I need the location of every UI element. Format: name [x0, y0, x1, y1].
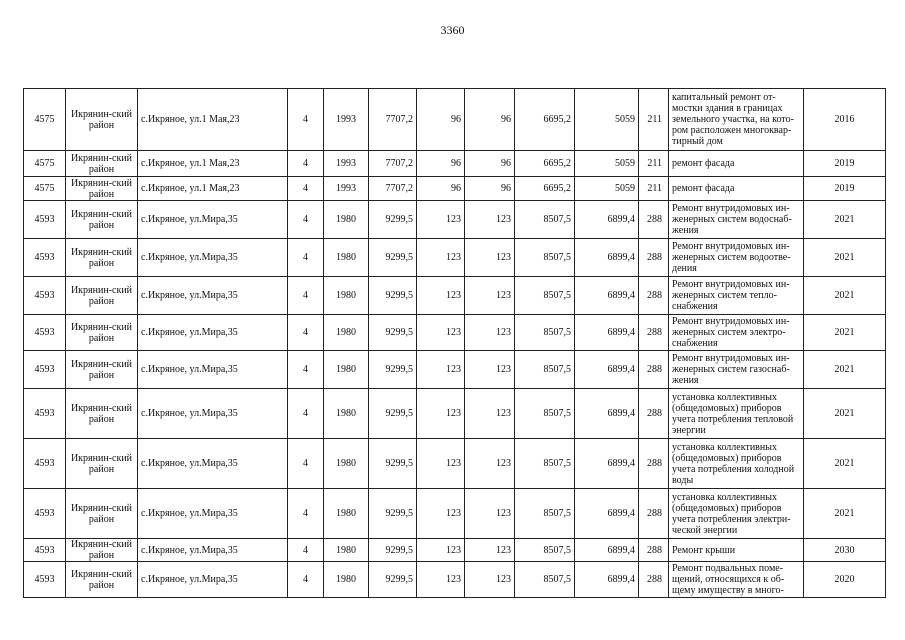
- count-cell: 123: [465, 277, 515, 315]
- build-year-cell: 1980: [324, 351, 369, 389]
- count-cell: 123: [465, 439, 515, 489]
- address-cell: с.Икряное, ул.1 Мая,23: [138, 151, 288, 177]
- address-cell: с.Икряное, ул.Мира,35: [138, 277, 288, 315]
- work-type-cell: ремонт фасада: [669, 151, 804, 177]
- area-living-cell: 8507,5: [515, 562, 575, 598]
- house-id-cell: 4575: [24, 89, 66, 151]
- floors-cell: 4: [288, 389, 324, 439]
- floors-cell: 4: [288, 315, 324, 351]
- address-cell: с.Икряное, ул.Мира,35: [138, 239, 288, 277]
- residents-cell: 288: [639, 539, 669, 562]
- table-row: [24, 89, 886, 151]
- work-type-cell: Ремонт внутридомовых ин-женерных систем водоснаб-жения: [669, 201, 804, 239]
- count-cell: 123: [417, 277, 465, 315]
- table-row: [24, 351, 886, 389]
- count-cell: 123: [465, 239, 515, 277]
- house-id-cell: 4593: [24, 201, 66, 239]
- area-living-cell: 8507,5: [515, 439, 575, 489]
- count-cell: 96: [417, 177, 465, 201]
- plan-year-cell: 2021: [804, 439, 886, 489]
- residents-cell: 288: [639, 315, 669, 351]
- build-year-cell: 1980: [324, 439, 369, 489]
- total-area-cell: 9299,5: [369, 539, 417, 562]
- work-type-cell: Ремонт внутридомовых ин-женерных систем электро-снабжения: [669, 315, 804, 351]
- area-living-cell: 6695,2: [515, 89, 575, 151]
- plan-year-cell: 2021: [804, 351, 886, 389]
- floors-cell: 4: [288, 151, 324, 177]
- count-cell: 123: [417, 489, 465, 539]
- table-row: [24, 562, 886, 598]
- address-cell: с.Икряное, ул.Мира,35: [138, 315, 288, 351]
- build-year-cell: 1980: [324, 201, 369, 239]
- area-residential-cell: 6899,4: [575, 562, 639, 598]
- area-residential-cell: 5059: [575, 89, 639, 151]
- build-year-cell: 1993: [324, 151, 369, 177]
- total-area-cell: 9299,5: [369, 489, 417, 539]
- build-year-cell: 1980: [324, 539, 369, 562]
- floors-cell: 4: [288, 351, 324, 389]
- area-residential-cell: 6899,4: [575, 239, 639, 277]
- build-year-cell: 1980: [324, 489, 369, 539]
- plan-year-cell: 2021: [804, 239, 886, 277]
- area-residential-cell: 5059: [575, 151, 639, 177]
- count-cell: 96: [465, 151, 515, 177]
- count-cell: 123: [465, 201, 515, 239]
- table-row: [24, 277, 886, 315]
- build-year-cell: 1980: [324, 389, 369, 439]
- work-type-cell: Ремонт внутридомовых ин-женерных систем тепло-снабжения: [669, 277, 804, 315]
- count-cell: 123: [465, 539, 515, 562]
- area-living-cell: 8507,5: [515, 389, 575, 439]
- area-residential-cell: 6899,4: [575, 201, 639, 239]
- floors-cell: 4: [288, 489, 324, 539]
- district-cell: Икрянин-ский район: [66, 201, 138, 239]
- house-id-cell: 4593: [24, 439, 66, 489]
- area-living-cell: 8507,5: [515, 351, 575, 389]
- district-cell: Икрянин-ский район: [66, 277, 138, 315]
- floors-cell: 4: [288, 89, 324, 151]
- build-year-cell: 1993: [324, 177, 369, 201]
- residents-cell: 288: [639, 239, 669, 277]
- area-living-cell: 6695,2: [515, 151, 575, 177]
- work-type-cell: установка коллективных (общедомовых) приборов учета потребления тепловой энергии: [669, 389, 804, 439]
- total-area-cell: 9299,5: [369, 562, 417, 598]
- district-cell: Икрянин-ский район: [66, 151, 138, 177]
- floors-cell: 4: [288, 239, 324, 277]
- count-cell: 123: [417, 389, 465, 439]
- total-area-cell: 7707,2: [369, 89, 417, 151]
- address-cell: с.Икряное, ул.Мира,35: [138, 539, 288, 562]
- address-cell: с.Икряное, ул.Мира,35: [138, 439, 288, 489]
- address-cell: с.Икряное, ул.1 Мая,23: [138, 177, 288, 201]
- house-id-cell: 4593: [24, 351, 66, 389]
- plan-year-cell: 2021: [804, 315, 886, 351]
- plan-year-cell: 2019: [804, 177, 886, 201]
- address-cell: с.Икряное, ул.Мира,35: [138, 489, 288, 539]
- house-id-cell: 4593: [24, 277, 66, 315]
- area-living-cell: 8507,5: [515, 315, 575, 351]
- district-cell: Икрянин-ский район: [66, 539, 138, 562]
- residents-cell: 288: [639, 351, 669, 389]
- residents-cell: 288: [639, 439, 669, 489]
- residents-cell: 288: [639, 201, 669, 239]
- count-cell: 123: [417, 239, 465, 277]
- build-year-cell: 1980: [324, 315, 369, 351]
- area-living-cell: 8507,5: [515, 201, 575, 239]
- district-cell: Икрянин-ский район: [66, 439, 138, 489]
- table-row: [24, 151, 886, 177]
- count-cell: 123: [417, 439, 465, 489]
- floors-cell: 4: [288, 539, 324, 562]
- house-id-cell: 4593: [24, 562, 66, 598]
- work-type-cell: Ремонт внутридомовых ин-женерных систем водоотве-дения: [669, 239, 804, 277]
- residents-cell: 288: [639, 277, 669, 315]
- house-id-cell: 4593: [24, 489, 66, 539]
- address-cell: с.Икряное, ул.Мира,35: [138, 351, 288, 389]
- residents-cell: 288: [639, 389, 669, 439]
- plan-year-cell: 2016: [804, 89, 886, 151]
- work-type-cell: установка коллективных (общедомовых) приборов учета потребления электри-ческой энергии: [669, 489, 804, 539]
- district-cell: Икрянин-ский район: [66, 89, 138, 151]
- house-id-cell: 4575: [24, 151, 66, 177]
- plan-year-cell: 2021: [804, 201, 886, 239]
- total-area-cell: 9299,5: [369, 277, 417, 315]
- residents-cell: 211: [639, 151, 669, 177]
- residents-cell: 211: [639, 89, 669, 151]
- district-cell: Икрянин-ский район: [66, 389, 138, 439]
- district-cell: Икрянин-ский район: [66, 315, 138, 351]
- plan-year-cell: 2021: [804, 389, 886, 439]
- table-row: [24, 177, 886, 201]
- district-cell: Икрянин-ский район: [66, 489, 138, 539]
- house-id-cell: 4575: [24, 177, 66, 201]
- build-year-cell: 1993: [324, 89, 369, 151]
- residents-cell: 288: [639, 489, 669, 539]
- plan-year-cell: 2021: [804, 489, 886, 539]
- count-cell: 96: [417, 89, 465, 151]
- total-area-cell: 9299,5: [369, 439, 417, 489]
- floors-cell: 4: [288, 201, 324, 239]
- district-cell: Икрянин-ский район: [66, 239, 138, 277]
- repair-program-table: [23, 88, 886, 598]
- total-area-cell: 9299,5: [369, 351, 417, 389]
- work-type-cell: Ремонт внутридомовых ин-женерных систем газоснаб-жения: [669, 351, 804, 389]
- total-area-cell: 7707,2: [369, 177, 417, 201]
- plan-year-cell: 2020: [804, 562, 886, 598]
- count-cell: 123: [465, 562, 515, 598]
- total-area-cell: 9299,5: [369, 389, 417, 439]
- address-cell: с.Икряное, ул.1 Мая,23: [138, 89, 288, 151]
- house-id-cell: 4593: [24, 315, 66, 351]
- area-residential-cell: 5059: [575, 177, 639, 201]
- residents-cell: 288: [639, 562, 669, 598]
- table-row: [24, 389, 886, 439]
- table-row: [24, 201, 886, 239]
- table-row: [24, 439, 886, 489]
- plan-year-cell: 2019: [804, 151, 886, 177]
- total-area-cell: 9299,5: [369, 315, 417, 351]
- floors-cell: 4: [288, 177, 324, 201]
- count-cell: 123: [417, 351, 465, 389]
- district-cell: Икрянин-ский район: [66, 562, 138, 598]
- house-id-cell: 4593: [24, 539, 66, 562]
- total-area-cell: 9299,5: [369, 201, 417, 239]
- area-residential-cell: 6899,4: [575, 351, 639, 389]
- count-cell: 123: [465, 351, 515, 389]
- floors-cell: 4: [288, 277, 324, 315]
- area-residential-cell: 6899,4: [575, 489, 639, 539]
- address-cell: с.Икряное, ул.Мира,35: [138, 201, 288, 239]
- build-year-cell: 1980: [324, 239, 369, 277]
- address-cell: с.Икряное, ул.Мира,35: [138, 389, 288, 439]
- build-year-cell: 1980: [324, 277, 369, 315]
- table-row: [24, 539, 886, 562]
- area-living-cell: 8507,5: [515, 539, 575, 562]
- area-living-cell: 8507,5: [515, 277, 575, 315]
- count-cell: 123: [417, 539, 465, 562]
- count-cell: 123: [417, 315, 465, 351]
- count-cell: 123: [465, 389, 515, 439]
- table-row: [24, 489, 886, 539]
- page-number: 3360: [440, 23, 465, 37]
- total-area-cell: 7707,2: [369, 151, 417, 177]
- count-cell: 123: [465, 489, 515, 539]
- count-cell: 123: [465, 315, 515, 351]
- address-cell: с.Икряное, ул.Мира,35: [138, 562, 288, 598]
- work-type-cell: Ремонт крыши: [669, 539, 804, 562]
- work-type-cell: ремонт фасада: [669, 177, 804, 201]
- house-id-cell: 4593: [24, 239, 66, 277]
- house-id-cell: 4593: [24, 389, 66, 439]
- count-cell: 96: [417, 151, 465, 177]
- table-row: [24, 315, 886, 351]
- table-row: [24, 239, 886, 277]
- area-residential-cell: 6899,4: [575, 315, 639, 351]
- floors-cell: 4: [288, 562, 324, 598]
- count-cell: 123: [417, 562, 465, 598]
- area-residential-cell: 6899,4: [575, 389, 639, 439]
- area-residential-cell: 6899,4: [575, 277, 639, 315]
- area-residential-cell: 6899,4: [575, 439, 639, 489]
- work-type-cell: Ремонт подвальных поме-щений, относящихся к об-щему имуществу в много-: [669, 562, 804, 598]
- count-cell: 96: [465, 177, 515, 201]
- build-year-cell: 1980: [324, 562, 369, 598]
- floors-cell: 4: [288, 439, 324, 489]
- count-cell: 123: [417, 201, 465, 239]
- work-type-cell: капитальный ремонт от-мостки здания в границах земельного участка, на кото-ром расположен многоквар-тирный дом: [669, 89, 804, 151]
- district-cell: Икрянин-ский район: [66, 177, 138, 201]
- plan-year-cell: 2021: [804, 277, 886, 315]
- total-area-cell: 9299,5: [369, 239, 417, 277]
- residents-cell: 211: [639, 177, 669, 201]
- plan-year-cell: 2030: [804, 539, 886, 562]
- area-living-cell: 8507,5: [515, 239, 575, 277]
- work-type-cell: установка коллективных (общедомовых) приборов учета потребления холодной воды: [669, 439, 804, 489]
- district-cell: Икрянин-ский район: [66, 351, 138, 389]
- area-residential-cell: 6899,4: [575, 539, 639, 562]
- area-living-cell: 6695,2: [515, 177, 575, 201]
- area-living-cell: 8507,5: [515, 489, 575, 539]
- count-cell: 96: [465, 89, 515, 151]
